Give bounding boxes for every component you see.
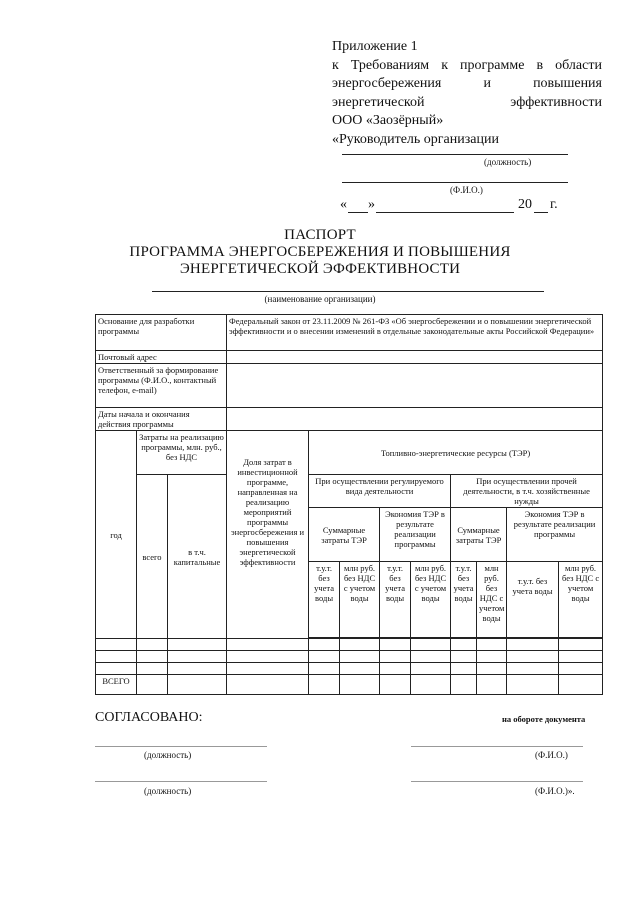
table-row [96, 315, 603, 351]
agreed-fio-line-1 [411, 746, 583, 747]
appendix-line-3: энергосбережения и повышения [332, 76, 602, 91]
approval-date: « » 20 г. [340, 197, 558, 212]
col-sum-costs-other: Суммарные затраты ТЭР [451, 508, 507, 562]
col-sum-costs-regulated: Суммарные затраты ТЭР [309, 508, 380, 562]
agreed-position-caption-2: (должность) [144, 786, 192, 796]
postal-address-label: Почтовый адрес [96, 351, 227, 364]
company-name: ООО «Заозёрный» [332, 113, 444, 128]
reverse-side-note: на обороте документа [502, 714, 586, 724]
position-caption: (должность) [484, 157, 532, 167]
agreed-position-line-2 [95, 781, 267, 782]
agreed-fio-line-2 [411, 781, 583, 782]
col-economy-other: Экономия ТЭР в результате реализации программы [507, 508, 603, 562]
col-share-header: Доля затрат в инвестиционной программе, направленная на реализацию мероприятий программы энергосбережения и повышения энергетической эффективности [227, 431, 309, 639]
passport-table [95, 314, 603, 695]
col-rub: млн руб. без НДС с учетом воды [559, 562, 603, 638]
col-ter-header: Топливно-энергетические ресурсы (ТЭР) [309, 431, 603, 475]
responsible-value [227, 364, 603, 408]
head-of-organization: «Руководитель организации [332, 131, 499, 147]
appendix-line-4: энергетической эффективности [332, 94, 602, 110]
fio-signature-line [342, 182, 568, 183]
table-row [96, 663, 603, 675]
program-title-line-2: ЭНЕРГЕТИЧЕСКОЙ ЭФФЕКТИВНОСТИ [179, 261, 461, 277]
col-capital-header: в т.ч. капитальные [168, 475, 227, 639]
basis-label: Основание для разработки программы [96, 315, 227, 351]
document-title: ПАСПОРТ [284, 227, 356, 243]
col-economy-regulated: Экономия ТЭР в результате реализации программы [380, 508, 451, 562]
col-total-header: всего [137, 475, 168, 639]
col-regulated-header: При осуществлении регулируемого вида деятельности [309, 475, 451, 508]
agreed-fio-caption-1: (Ф.И.О.) [535, 750, 568, 760]
program-dates-value [227, 408, 603, 431]
appendix-header [332, 38, 602, 149]
appendix-line-2: к Требованиям к программе в области [332, 57, 602, 73]
agreed-heading: СОГЛАСОВАНО: [95, 710, 203, 725]
agreed-position-line-1 [95, 746, 267, 747]
col-rub: млн руб. без НДС с учетом воды [340, 562, 380, 638]
responsible-label: Ответственный за формирование программы (Ф.И.О., контактный телефон, e-mail) [96, 364, 227, 408]
col-tut: т.у.т. без учета воды [451, 562, 477, 638]
agreed-fio-caption-2: (Ф.И.О.)». [535, 786, 575, 796]
col-tut: т.у.т. без учета воды [507, 562, 559, 638]
postal-address-value [227, 351, 603, 364]
table-row [96, 408, 603, 431]
col-tut: т.у.т. без учета воды [309, 562, 340, 638]
program-dates-label: Даты начала и окончания действия программы [96, 408, 227, 431]
table-header-row [96, 431, 603, 475]
table-row [96, 351, 603, 364]
position-signature-line [342, 154, 568, 155]
total-row [96, 675, 603, 695]
col-rub: млн руб. без НДС с учетом воды [411, 562, 451, 638]
total-row-label: ВСЕГО [96, 675, 137, 695]
table-row [96, 639, 603, 651]
col-other-header: При осуществлении прочей деятельности, в т.ч. хозяйственные нужды [451, 475, 603, 508]
col-costs-header: Затраты на реализацию программы, млн. руб., без НДС [137, 431, 227, 475]
table-row [96, 364, 603, 408]
appendix-number: Приложение 1 [332, 39, 418, 54]
col-rub: млн руб. без НДС с учетом воды [477, 562, 507, 638]
organization-name-line [152, 291, 544, 292]
basis-value: Федеральный закон от 23.11.2009 № 261-ФЗ «Об энергосбережении и о повышении энергетической эффективности и о внесении изменений в отдельные законодательные акты Российской Федерации» [227, 315, 603, 351]
fio-caption: (Ф.И.О.) [450, 185, 483, 195]
organization-caption: (наименование организации) [264, 294, 376, 304]
col-year-header: год [96, 431, 137, 639]
table-row [96, 651, 603, 663]
col-tut: т.у.т. без учета воды [380, 562, 411, 638]
program-title-line-1: ПРОГРАММА ЭНЕРГОСБЕРЕЖЕНИЯ И ПОВЫШЕНИЯ [129, 244, 511, 260]
table-header-row [96, 475, 603, 508]
agreed-position-caption-1: (должность) [144, 750, 192, 760]
